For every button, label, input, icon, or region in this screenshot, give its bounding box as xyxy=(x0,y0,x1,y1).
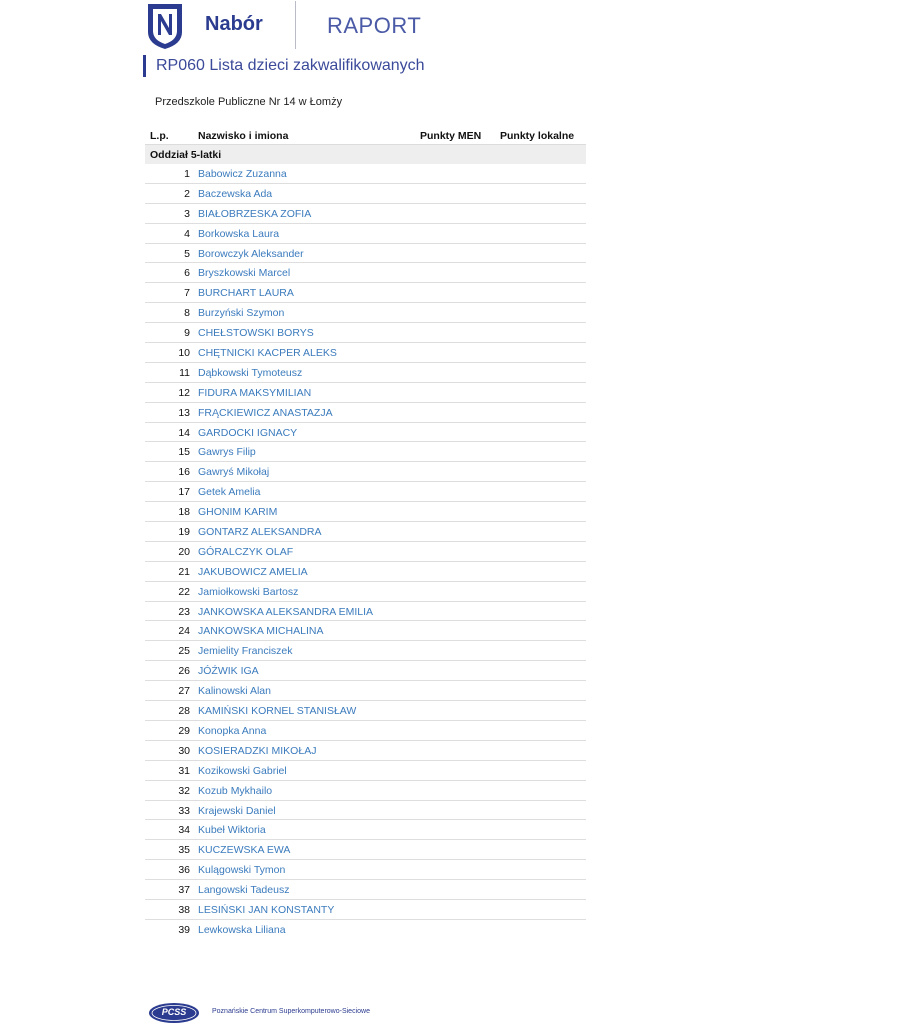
row-number: 7 xyxy=(184,287,190,300)
child-name-link[interactable]: Bryszkowski Marcel xyxy=(198,267,291,280)
table-row xyxy=(145,920,586,940)
child-name-link[interactable]: Langowski Tadeusz xyxy=(198,884,290,897)
row-number: 15 xyxy=(178,446,190,459)
row-number: 33 xyxy=(178,804,190,817)
table-row xyxy=(145,442,586,462)
child-name-link[interactable]: GHONIM KARIM xyxy=(198,506,278,519)
child-name-link[interactable]: Jamiołkowski Bartosz xyxy=(198,585,299,598)
table-row xyxy=(145,283,586,303)
child-name-link[interactable]: FIDURA MAKSYMILIAN xyxy=(198,386,312,399)
row-number: 9 xyxy=(184,327,190,340)
table-row xyxy=(145,641,586,661)
child-name-link[interactable]: Baczewska Ada xyxy=(198,187,273,200)
header-divider xyxy=(295,1,296,49)
child-name-link[interactable]: Gawryś Mikołaj xyxy=(198,466,270,479)
row-number: 27 xyxy=(178,685,190,698)
child-name-link[interactable]: Getek Amelia xyxy=(198,486,261,499)
row-number: 19 xyxy=(178,526,190,539)
table-row xyxy=(145,363,586,383)
table-row xyxy=(145,164,586,184)
table-row xyxy=(145,602,586,622)
row-number: 3 xyxy=(184,207,190,220)
child-name-link[interactable]: FRĄCKIEWICZ ANASTAZJA xyxy=(198,406,333,419)
report-title-block xyxy=(143,55,425,77)
institution-name: Przedszkole Publiczne Nr 14 w Łomży xyxy=(155,96,343,108)
children-table xyxy=(145,128,586,940)
column-header-local-points: Punkty lokalne xyxy=(500,130,575,142)
row-number: 39 xyxy=(178,923,190,936)
child-name-link[interactable]: Kubeł Wiktoria xyxy=(198,824,266,837)
row-number: 21 xyxy=(178,565,190,578)
table-row xyxy=(145,701,586,721)
table-row xyxy=(145,303,586,323)
row-number: 13 xyxy=(178,406,190,419)
row-number: 11 xyxy=(179,366,190,379)
child-name-link[interactable]: Gawrys Filip xyxy=(198,446,256,459)
child-name-link[interactable]: GARDOCKI IGNACY xyxy=(198,426,298,439)
header-title: RAPORT xyxy=(327,13,422,38)
table-row xyxy=(145,522,586,542)
row-number: 20 xyxy=(178,545,190,558)
table-row xyxy=(145,343,586,363)
row-number: 14 xyxy=(178,426,190,439)
table-row xyxy=(145,820,586,840)
child-name-link[interactable]: JAKUBOWICZ AMELIA xyxy=(198,565,308,578)
table-row xyxy=(145,582,586,602)
table-row xyxy=(145,403,586,423)
table-row xyxy=(145,482,586,502)
table-row xyxy=(145,462,586,482)
table-row xyxy=(145,681,586,701)
row-number: 1 xyxy=(184,168,190,180)
table-row xyxy=(145,840,586,860)
table-row xyxy=(145,562,586,582)
table-row xyxy=(145,860,586,880)
pcss-logo-text: PCSS xyxy=(161,1007,187,1017)
table-row xyxy=(145,184,586,204)
column-header-lp: L.p. xyxy=(150,130,169,142)
child-name-link[interactable]: Jemielity Franciszek xyxy=(198,645,293,658)
footer-text: Poznańskie Centrum Superkomputerowo-Sieciowe xyxy=(212,1008,370,1015)
row-number: 4 xyxy=(184,227,190,240)
child-name-link[interactable]: Konopka Anna xyxy=(198,724,267,737)
child-name-link[interactable]: JÓŹWIK IGA xyxy=(198,665,259,678)
table-row xyxy=(145,661,586,681)
table-body xyxy=(145,164,586,940)
table-row xyxy=(145,781,586,801)
row-number: 26 xyxy=(178,665,190,678)
row-number: 32 xyxy=(178,784,190,797)
table-row xyxy=(145,900,586,920)
table-row xyxy=(145,502,586,522)
row-number: 16 xyxy=(178,466,190,479)
child-name-link[interactable]: Lewkowska Liliana xyxy=(198,923,286,936)
report-header xyxy=(145,0,845,52)
row-number: 8 xyxy=(184,307,190,320)
row-number: 35 xyxy=(178,844,190,857)
child-name-link[interactable]: KAMIŃSKI KORNEL STANISŁAW xyxy=(198,705,357,718)
child-name-link[interactable]: CHEŁSTOWSKI BORYS xyxy=(198,327,314,340)
nabor-shield-icon xyxy=(145,2,185,50)
child-name-link[interactable]: GONTARZ ALEKSANDRA xyxy=(198,526,322,539)
row-number: 28 xyxy=(178,705,190,718)
row-number: 30 xyxy=(178,744,190,757)
child-name-link[interactable]: KOSIERADZKI MIKOŁAJ xyxy=(198,744,317,757)
brand-name: Nabór xyxy=(205,13,263,35)
child-name-link[interactable]: BIAŁOBRZESKA ZOFIA xyxy=(198,207,312,220)
row-number: 25 xyxy=(178,645,190,658)
table-row xyxy=(145,721,586,741)
row-number: 24 xyxy=(178,625,190,638)
table-row xyxy=(145,423,586,443)
table-row xyxy=(145,224,586,244)
child-name-link[interactable]: JANKOWSKA MICHALINA xyxy=(198,625,324,638)
row-number: 18 xyxy=(178,506,190,519)
row-number: 6 xyxy=(184,267,190,280)
child-name-link[interactable]: JANKOWSKA ALEKSANDRA EMILIA xyxy=(198,605,374,618)
row-number: 17 xyxy=(178,486,190,499)
table-row xyxy=(145,263,586,283)
child-name-link[interactable]: Dąbkowski Tymoteusz xyxy=(198,366,303,379)
report-title: RP060 Lista dzieci zakwalifikowanych xyxy=(156,57,425,74)
row-number: 38 xyxy=(178,903,190,916)
child-name-link[interactable]: LESIŃSKI JAN KONSTANTY xyxy=(198,903,335,916)
table-row xyxy=(145,621,586,641)
table-row xyxy=(145,244,586,264)
row-number: 36 xyxy=(178,864,190,877)
column-header-men-points: Punkty MEN xyxy=(420,130,482,142)
child-name-link[interactable]: Kulągowski Tymon xyxy=(198,864,286,877)
child-name-link[interactable]: Kalinowski Alan xyxy=(198,685,271,698)
child-name-link[interactable]: KUCZEWSKA EWA xyxy=(198,844,291,857)
child-name-link[interactable]: BURCHART LAURA xyxy=(198,287,294,300)
child-name-link[interactable]: Borowczyk Aleksander xyxy=(198,247,304,260)
child-name-link[interactable]: Krajewski Daniel xyxy=(198,804,276,817)
row-number: 29 xyxy=(178,724,190,737)
table-row xyxy=(145,383,586,403)
row-number: 37 xyxy=(178,884,190,897)
table-header xyxy=(145,128,586,144)
child-name-link[interactable]: Babowicz Zuzanna xyxy=(198,168,287,180)
row-number: 2 xyxy=(184,187,190,200)
table-row xyxy=(145,761,586,781)
row-number: 22 xyxy=(178,585,190,598)
table-row xyxy=(145,204,586,224)
column-header-name: Nazwisko i imiona xyxy=(198,130,289,142)
table-row xyxy=(145,801,586,821)
table-row xyxy=(145,880,586,900)
table-row xyxy=(145,323,586,343)
child-name-link[interactable]: Burzyński Szymon xyxy=(198,307,285,320)
row-number: 31 xyxy=(178,764,190,777)
row-number: 10 xyxy=(178,347,190,360)
group-row: Oddział 5-latki xyxy=(145,144,586,164)
row-number: 5 xyxy=(184,247,190,260)
child-name-link[interactable]: Kozikowski Gabriel xyxy=(198,764,287,777)
row-number: 12 xyxy=(178,386,190,399)
table-row xyxy=(145,741,586,761)
row-number: 23 xyxy=(178,605,190,618)
table-row xyxy=(145,542,586,562)
child-name-link[interactable]: Kozub Mykhailo xyxy=(198,784,273,797)
child-name-link[interactable]: CHĘTNICKI KACPER ALEKS xyxy=(198,347,337,360)
row-number: 34 xyxy=(178,824,190,837)
child-name-link[interactable]: GÓRALCZYK OLAF xyxy=(198,545,294,558)
child-name-link[interactable]: Borkowska Laura xyxy=(198,227,280,240)
